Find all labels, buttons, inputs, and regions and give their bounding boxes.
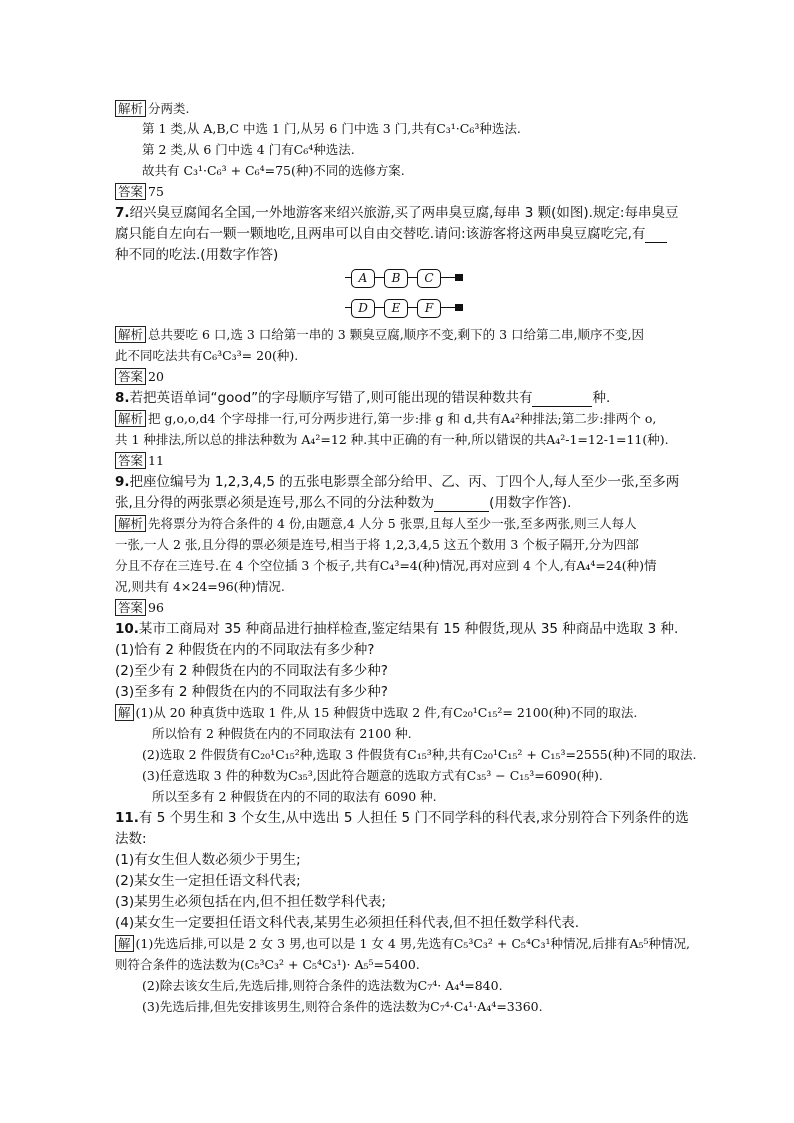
q11-part-4: (4)某女生一定要担任语文科代表,某男生必须担任科代表,但不担任数学科代表. — [115, 915, 579, 931]
jie-label: 解 — [115, 935, 134, 952]
q11-text-line-1: 11.有 5 个男生和 3 个女生,从中选出 5 人担任 5 门不同学科的科代表,求分别符合下列条件的选 — [115, 810, 689, 826]
q10-part-3: (3)至多有 2 种假货在内的不同取法有多少种? — [115, 684, 388, 700]
jiexi-label: 解析 — [115, 100, 146, 117]
jiexi-label: 解析 — [115, 326, 146, 343]
q7-solution-line-2: 此不同吃法共有C₆³C₃³= 20(种). — [115, 348, 299, 363]
q7-answer: 答案 20 — [115, 368, 685, 386]
q11-solution-line-1: 解 (1)先选后排,可以是 2 女 3 男,也可以是 1 女 4 男,先选有C₅³C₃² + C₅⁴C₃¹种情况,后排有A₅⁵种情况, — [115, 935, 685, 953]
skewer-handle-top — [455, 274, 463, 281]
q7-text-line-1: 7.绍兴臭豆腐闻名全国,一外地游客来绍兴旅游,买了两串臭豆腐,每串 3 颗(如图).规定:每串臭豆 — [115, 205, 679, 221]
q9-answer: 答案 96 — [115, 599, 685, 617]
bead-b: B — [384, 269, 408, 288]
q9-text-line-2: 张,且分得的两张票必须是连号,那么不同的分法种数为 (用数字作答). — [115, 495, 572, 511]
intro-solution-line-3: 第 2 类,从 6 门中选 4 门有C₆⁴种选法. — [142, 142, 355, 157]
q11-text-line-2: 法数: — [115, 831, 147, 847]
tofu-skewers-diagram — [345, 268, 465, 320]
q11-part-3: (3)某男生必须包括在内,但不担任数学科代表; — [115, 894, 386, 910]
q10-text: 10.某市工商局对 35 种商品进行抽样检查,鉴定结果有 15 种假货,现从 35 种商品中选取 3 种. — [115, 621, 679, 637]
q7-number: 7. — [115, 205, 130, 221]
q9-number: 9. — [115, 474, 130, 490]
jie-label: 解 — [115, 704, 134, 721]
q8-answer: 答案 11 — [115, 452, 685, 470]
q11-solution-line-2: 则符合条件的选法数为(C₅³C₃² + C₅⁴C₃¹)· A₅⁵=5400. — [115, 957, 420, 972]
skewer-handle-bottom — [455, 304, 463, 311]
daan-label: 答案 — [115, 183, 146, 200]
q10-solution-line-2: 所以恰有 2 种假货在内的不同取法有 2100 种. — [152, 726, 412, 741]
daan-label: 答案 — [115, 452, 146, 469]
q9-solution-line-2: 一张,一人 2 张,且分得的票必须是连号,相当于将 1,2,3,4,5 这五个数用 3 个板子隔开,分为四部 — [115, 537, 639, 552]
intro-solution-line-1: 解析 分两类. — [115, 100, 685, 118]
skewer-top — [345, 268, 465, 288]
q8-answer-blank — [532, 393, 592, 407]
intro-solution-line-4: 故共有 C₃¹·C₆³ + C₆⁴=75(种)不同的选修方案. — [142, 163, 405, 178]
q10-number: 10. — [115, 621, 139, 637]
q7-answer-blank — [645, 229, 667, 243]
skewer-bottom — [345, 298, 465, 318]
q11-part-1: (1)有女生但人数必须少于男生; — [115, 852, 301, 868]
q10-solution-line-4: (3)任意选取 3 件的种数为C₃₅³,因此符合题意的选取方式有C₃₅³ − C₁₅³=6090(种). — [142, 768, 603, 783]
bead-e: E — [384, 299, 408, 318]
q7-text-line-3: 种不同的吃法.(用数字作答) — [115, 247, 279, 263]
q10-part-1: (1)恰有 2 种假货在内的不同取法有多少种? — [115, 642, 375, 658]
intro-solution-line-2: 第 1 类,从 A,B,C 中选 1 门,从另 6 门中选 3 门,共有C₃¹·C₆³种选法. — [142, 121, 521, 136]
bead-f: F — [417, 299, 441, 318]
q7-text-line-2: 腐只能自左向右一颗一颗地吃,且两串可以自由交替吃.请问:该游客将这两串臭豆腐吃完,有 — [115, 225, 685, 243]
q10-solution-line-1: 解 (1)从 20 种真货中选取 1 件,从 15 种假货中选取 2 件,有C₂₀¹C₁₅²= 2100(种)不同的取法. — [115, 704, 685, 722]
q8-solution-line-2: 共 1 种排法,所以总的排法种数为 A₄²=12 种.其中正确的有一种,所以错误的共A₄²-1=12-1=11(种). — [115, 432, 669, 447]
intro-answer: 答案 75 — [115, 183, 685, 201]
q9-solution-line-1: 解析 先将票分为符合条件的 4 份,由题意,4 人分 5 张票,且每人至少一张,至多两张,则三人每人 — [115, 515, 685, 533]
q11-solution-line-4: (3)先选后排,但先安排该男生,则符合条件的选法数为C₇⁴·C₄¹·A₄⁴=3360. — [142, 999, 543, 1014]
q9-solution-line-4: 况,则共有 4×24=96(种)情况. — [115, 579, 285, 594]
q10-part-2: (2)至少有 2 种假货在内的不同取法有多少种? — [115, 663, 388, 679]
q10-solution-line-3: (2)选取 2 件假货有C₂₀¹C₁₅²种,选取 3 件假货有C₁₅³种,共有C₂₀¹C₁₅² + C₁₅³=2555(种)不同的取法. — [142, 747, 697, 762]
q8-number: 8. — [115, 390, 130, 406]
q8-text: 8.若把英语单词“good”的字母顺序写错了,则可能出现的错误种数共有 种. — [115, 390, 611, 406]
q9-answer-blank — [434, 498, 489, 512]
bead-c: C — [417, 269, 441, 288]
q11-solution-line-3: (2)除去该女生后,先选后排,则符合条件的选法数为C₇⁴· A₄⁴=840. — [142, 978, 503, 993]
q7-solution-line-1: 解析 总共要吃 6 口,选 3 口给第一串的 3 颗臭豆腐,顺序不变,剩下的 3 口给第二串,顺序不变,因 — [115, 326, 685, 344]
bead-d: D — [351, 299, 375, 318]
q9-solution-line-3: 分且不存在三连号.在 4 个空位插 3 个板子,共有C₄³=4(种)情况,再对应到 4 个人,有A₄⁴=24(种)情 — [115, 558, 657, 573]
daan-label: 答案 — [115, 599, 146, 616]
q9-text-line-1: 9.把座位编号为 1,2,3,4,5 的五张电影票全部分给甲、乙、丙、丁四个人,每人至少一张,至多两 — [115, 474, 680, 490]
q8-solution-line-1: 解析 把 g,o,o,d4 个字母排一行,可分两步进行,第一步:排 g 和 d,共有A₄²种排法;第二步:排两个 o, — [115, 410, 685, 428]
daan-label: 答案 — [115, 368, 146, 385]
q10-solution-line-5: 所以至多有 2 种假货在内的不同的取法有 6090 种. — [152, 789, 437, 804]
q11-part-2: (2)某女生一定担任语文科代表; — [115, 873, 301, 889]
q11-number: 11. — [115, 810, 139, 826]
jiexi-label: 解析 — [115, 410, 146, 427]
jiexi-label: 解析 — [115, 515, 146, 532]
bead-a: A — [351, 269, 375, 288]
